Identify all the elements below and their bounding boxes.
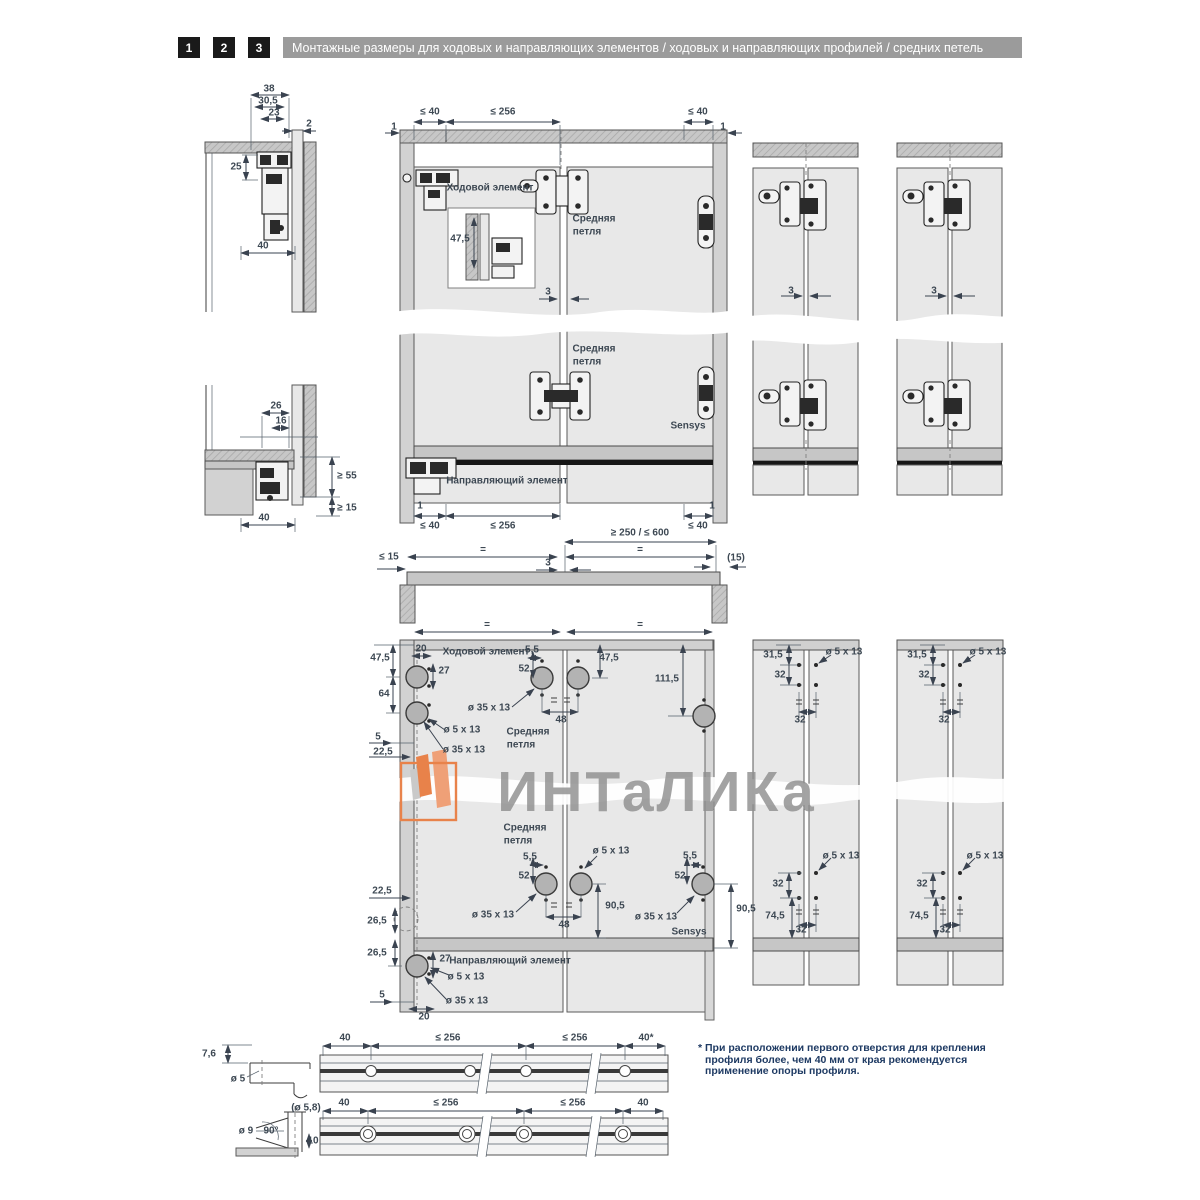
label-sensys: Sensys <box>671 926 707 938</box>
dim-le256: ≤ 256 <box>433 1097 459 1109</box>
footnote-line-2: профиля более, чем 40 мм от края рекомендуется <box>705 1053 968 1066</box>
dim-22-5: 22,5 <box>373 746 393 758</box>
dim-dia5x13: ø 5 x 13 <box>443 724 481 736</box>
dim-5: 5 <box>375 731 381 743</box>
dim-22-5: 22,5 <box>372 885 392 897</box>
dim-dia35x13: ø 35 x 13 <box>445 995 489 1007</box>
dim-gap-3: 3 <box>545 557 551 569</box>
dim-64: 64 <box>378 688 390 700</box>
plan-view <box>377 542 746 632</box>
dim-le256: ≤ 256 <box>435 1032 461 1044</box>
dim-dia35x13: ø 35 x 13 <box>467 702 511 714</box>
footnote-line-3: применение опоры профиля. <box>705 1065 860 1077</box>
dim-16: 16 <box>275 415 287 427</box>
section-title-text: Монтажные размеры для ходовых и направляющих элементов / ходовых и направляющих профилей / средних петель <box>292 40 984 55</box>
dim-dia35x13: ø 35 x 13 <box>471 909 515 921</box>
dim-dia5x13: ø 5 x 13 <box>969 646 1007 658</box>
dim-dia35x13: ø 35 x 13 <box>442 744 486 756</box>
dim-5-5: 5,5 <box>523 851 537 863</box>
dim-dia5x13: ø 5 x 13 <box>592 845 630 857</box>
label-middle-hinge: петля <box>506 739 536 751</box>
dim-52: 52 <box>518 870 530 882</box>
dim-26-5: 26,5 <box>367 915 387 927</box>
label-running-element: Ходовой элемент <box>442 646 530 658</box>
dim-40: 40 <box>258 512 270 524</box>
dim-5: 5 <box>379 989 385 1001</box>
dim-dia5x13: ø 5 x 13 <box>447 971 485 983</box>
footnote <box>698 1043 1008 1078</box>
front-view <box>385 122 742 523</box>
step-1-badge: 1 <box>178 37 200 58</box>
dim-le256: ≤ 256 <box>490 520 516 532</box>
dim-31-5: 31,5 <box>907 649 927 661</box>
left-section-bottom <box>188 312 340 532</box>
label-middle-hinge: петля <box>572 356 602 368</box>
dim-gap-3: 3 <box>788 285 794 297</box>
dim-47-5-inset: 47,5 <box>450 233 470 245</box>
dim-5-5: 5,5 <box>525 644 539 656</box>
dim-52: 52 <box>674 870 686 882</box>
dim-le40: ≤ 40 <box>420 106 440 118</box>
dim-1: 1 <box>709 500 715 512</box>
dim-40: 40 <box>257 240 269 252</box>
dim-32: 32 <box>794 714 806 726</box>
footnote-line-1: * При расположении первого отверстия для крепления <box>698 1042 986 1054</box>
dim-52: 52 <box>518 663 530 675</box>
dim-le15: ≤ 15 <box>379 551 399 563</box>
dim-90-5: 90,5 <box>605 900 625 912</box>
dim-47-5: 47,5 <box>599 652 619 664</box>
dim-equal: = <box>484 619 490 631</box>
label-middle-hinge: Средняя <box>572 343 616 355</box>
dim-ge15: ≥ 15 <box>337 502 357 514</box>
dim-23: 23 <box>268 107 280 119</box>
dim-dia5x13: ø 5 x 13 <box>822 850 860 862</box>
dim-32: 32 <box>918 669 930 681</box>
dim-dia5-8: (ø 5,8) <box>291 1102 321 1114</box>
dim-26-5: 26,5 <box>367 947 387 959</box>
label-middle-hinge: Средняя <box>503 822 547 834</box>
left-section-top <box>205 95 316 312</box>
dim-74-5: 74,5 <box>909 910 929 922</box>
label-middle-hinge: Средняя <box>572 213 616 225</box>
dim-dia5x13: ø 5 x 13 <box>825 646 863 658</box>
dim-48: 48 <box>558 919 570 931</box>
label-running-element: Ходовой элемент <box>446 182 534 194</box>
dim-gap-3: 3 <box>545 286 551 298</box>
dim-equal: = <box>480 544 486 556</box>
dim-range: ≥ 250 / ≤ 600 <box>610 527 670 539</box>
dim-40: 40 <box>338 1097 350 1109</box>
dim-20: 20 <box>418 1011 430 1023</box>
dim-le40: ≤ 40 <box>688 520 708 532</box>
dim-10: 10 <box>307 1135 319 1147</box>
dim-32: 32 <box>774 669 786 681</box>
dim-26: 26 <box>270 400 282 412</box>
dim-5-5: 5,5 <box>683 850 697 862</box>
dim-dia5x13: ø 5 x 13 <box>966 850 1004 862</box>
dim-48: 48 <box>555 714 567 726</box>
label-guide-element: Направляющий элемент <box>446 475 568 487</box>
label-middle-hinge: петля <box>503 835 533 847</box>
dim-1: 1 <box>720 121 726 133</box>
dim-2: 2 <box>306 118 312 130</box>
dim-1: 1 <box>417 500 423 512</box>
dim-15: (15) <box>727 552 745 564</box>
dim-le40: ≤ 40 <box>420 520 440 532</box>
dim-gap-3: 3 <box>931 285 937 297</box>
dim-32: 32 <box>795 924 807 936</box>
step-2-badge: 2 <box>213 37 235 58</box>
label-guide-element: Направляющий элемент <box>449 955 571 967</box>
dim-25: 25 <box>230 161 242 173</box>
dim-111-5: 111,5 <box>655 673 679 685</box>
dim-30-5: 30,5 <box>258 95 278 107</box>
dim-le256: ≤ 256 <box>562 1032 588 1044</box>
label-middle-hinge: петля <box>572 226 602 238</box>
watermark-text: ИНТаЛИКа <box>497 760 817 824</box>
dim-90deg: 90° <box>263 1125 279 1137</box>
dim-equal: = <box>637 619 643 631</box>
dim-dia5: ø 5 <box>230 1073 246 1085</box>
dim-90-5: 90,5 <box>736 903 756 915</box>
dim-38: 38 <box>263 83 275 95</box>
dim-ge55: ≥ 55 <box>337 470 357 482</box>
label-middle-hinge: Средняя <box>506 726 550 738</box>
dim-dia35x13: ø 35 x 13 <box>634 911 678 923</box>
dim-le256: ≤ 256 <box>490 106 516 118</box>
dim-le40: ≤ 40 <box>688 106 708 118</box>
dim-dia9: ø 9 <box>238 1125 254 1137</box>
dim-7-6: 7,6 <box>202 1048 216 1060</box>
dim-le256: ≤ 256 <box>560 1097 586 1109</box>
dim-32: 32 <box>938 714 950 726</box>
dim-31-5: 31,5 <box>763 649 783 661</box>
dim-32: 32 <box>939 924 951 936</box>
dim-equal: = <box>637 544 643 556</box>
dim-27: 27 <box>438 665 450 677</box>
dim-40: 40 <box>339 1032 351 1044</box>
dim-47-5: 47,5 <box>370 652 390 664</box>
dim-20: 20 <box>415 643 427 655</box>
dim-32: 32 <box>916 878 928 890</box>
dim-74-5: 74,5 <box>765 910 785 922</box>
step-3-badge: 3 <box>248 37 270 58</box>
dim-1: 1 <box>391 121 397 133</box>
dim-40-star: 40* <box>638 1032 654 1044</box>
dim-32: 32 <box>772 878 784 890</box>
dim-40: 40 <box>637 1097 649 1109</box>
dim-27: 27 <box>439 953 451 965</box>
label-sensys: Sensys <box>670 420 706 432</box>
